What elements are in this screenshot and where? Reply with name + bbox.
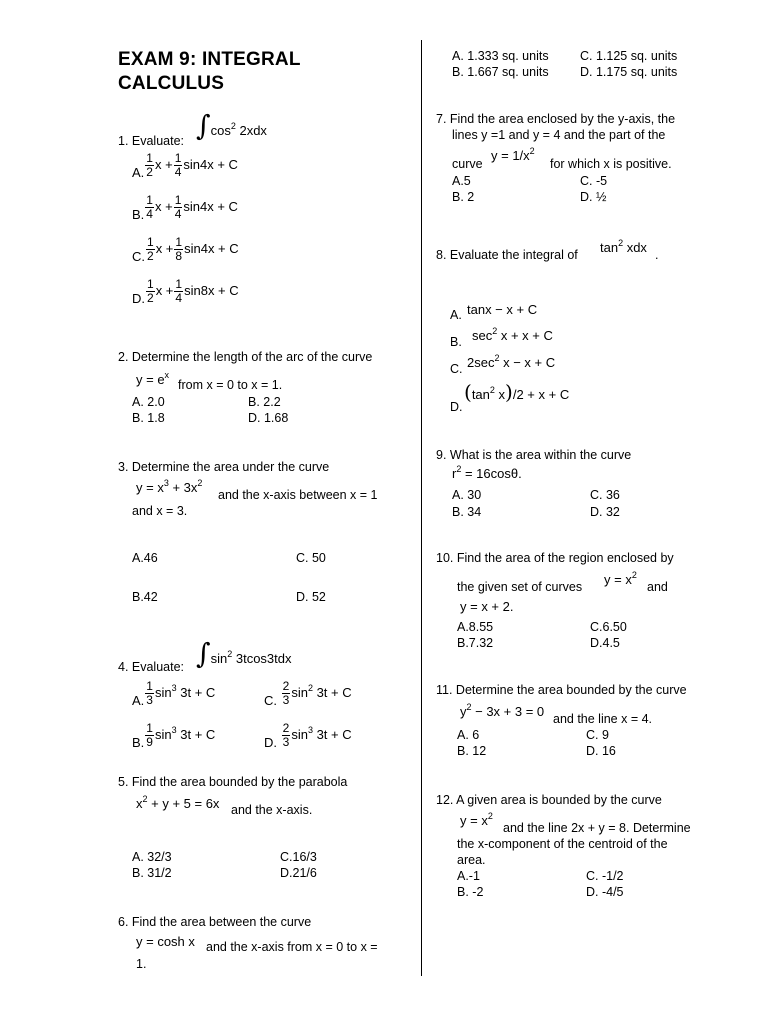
q2-text-2: from x = 0 to x = 1. [178,378,283,392]
q8-choice-b: $\sec^2 x + x + C$ [472,326,553,343]
q11-text: 11. Determine the area bounded by the curve [436,683,687,697]
q3-text: 3. Determine the area under the curve [118,460,330,474]
q2-choice-b: B. 2.2 [248,395,281,409]
q7-text-2: lines y =1 and y = 4 and the part of the [452,128,666,142]
q8-choice-c: $2\sec^2$ x − x + C [467,353,556,370]
q6-equation: y = cosh x [136,934,195,949]
q9-choice-d: D. 32 [590,505,620,519]
q7-choice-d: D. ½ [580,190,607,204]
q10-choice-d: D.4.5 [590,636,620,650]
q1-choice-c: C. $\frac{1}{2}$ x + $\frac{1}{8}$ sin4x + C [132,235,239,264]
q8-equation: $\tan^2$ xdx [600,238,647,255]
q11-equation: $y^2 - 3x + 3 = 0$ [460,702,545,719]
q3-text-3: and x = 3. [132,504,188,518]
q6-choice-c: C. 1.125 sq. units [580,49,678,63]
q4-choice-d: D. $\frac{2}{3}$ $\sin^3 3t + C$ [264,721,352,750]
q4-label: 4. Evaluate: [118,660,185,674]
q12-choice-a: A.-1 [457,869,480,883]
q9-choice-b: B. 34 [452,505,482,519]
q9-text: 9. What is the area within the curve [436,448,632,462]
q10-text-2: the given set of curves [457,580,583,594]
q10-and: and [647,580,668,594]
q10-line: y = x + 2. [460,599,514,614]
q11-choice-a: A. 6 [457,728,480,742]
q10-choice-b: B.7.32 [457,636,494,650]
q12-text-4: area. [457,853,486,867]
q3-choice-b: B.42 [132,590,158,604]
q8-choice-c-letter: C. [450,362,463,376]
q10-choice-a: A.8.55 [457,620,494,634]
q2-choice-c: B. 1.8 [132,411,165,425]
q6-text-2: and the x-axis from x = 0 to x = [206,940,378,954]
q11-text-2: and the line x = 4. [553,712,653,726]
q11-choice-c: C. 9 [586,728,609,742]
q5-choice-d: D.21/6 [280,866,317,880]
q12-text-2: and the line 2x + y = 8. Determine [503,821,691,835]
q6-text: 6. Find the area between the curve [118,915,312,929]
q7-text-3a: curve [452,157,483,171]
q3-text-2: and the x-axis between x = 1 [218,488,378,502]
q9-choice-c: C. 36 [590,488,620,502]
q12-choice-d: D. -4/5 [586,885,624,899]
q7-equation: $y = 1/x^2$ [491,146,535,163]
q4-choice-a: A. $\frac{1}{3}$ $\sin^3 3t + C$ [132,679,216,708]
q5-text: 5. Find the area bounded by the parabola [118,775,348,789]
q12-choice-c: C. -1/2 [586,869,624,883]
q7-choice-c: C. -5 [580,174,608,188]
q7-choice-b: B. 2 [452,190,475,204]
q4-integral: $\int\sin^2$ 3tcos3tdx [196,637,292,670]
q8-period: . [655,248,659,262]
q1-label: 1. Evaluate: [118,134,185,148]
q9-equation: $r^2 = 16\cos\theta$. [452,464,522,481]
q3-choice-a: A.46 [132,551,158,565]
q8-text: 8. Evaluate the integral of [436,248,578,262]
q3-choice-d: D. 52 [296,590,326,604]
q5-equation: $x^2 + y + 5 = 6x$ [136,794,220,811]
q2-text: 2. Determine the length of the arc of the curve [118,350,373,364]
q10-choice-c: C.6.50 [590,620,627,634]
q10-equation: $y = x^2$ [604,570,637,587]
q8-choice-b-letter: B. [450,335,462,349]
q12-choice-b: B. -2 [457,885,484,899]
q11-choice-d: D. 16 [586,744,616,758]
q1-choice-a: A. $\frac{1}{2}$ x + $\frac{1}{4}$ sin4x + C [132,151,238,180]
q1-integral: $\int\cos^2$ 2xdx [196,109,267,142]
q6-text-3: 1. [136,957,147,971]
integral-sign-icon: ∫ [196,109,211,142]
q2-equation: $y = e^x$ [136,370,170,387]
q8-choice-d-letter: D. [450,400,463,414]
q11-choice-b: B. 12 [457,744,487,758]
q6-choice-a: A. 1.333 sq. units [452,49,549,63]
column-divider [421,40,422,976]
q7-choice-a: A.5 [452,174,471,188]
q8-choice-a-letter: A. [450,308,462,322]
q12-text: 12. A given area is bounded by the curve [436,793,662,807]
q3-equation: $y = x^3 + 3x^2$ [136,478,203,495]
q3-choice-c: C. 50 [296,551,326,565]
q12-text-3: the x-component of the centroid of the [457,837,668,851]
exam-title-line2: CALCULUS [118,73,225,94]
q5-choice-c: C.16/3 [280,850,317,864]
q7-text: 7. Find the area enclosed by the y-axis, the [436,112,676,126]
q1-choice-b: B. $\frac{1}{4}$ x + $\frac{1}{4}$ sin4x + C [132,193,238,222]
q5-choice-a: A. 32/3 [132,850,172,864]
integral-sign-icon: ∫ [196,637,211,670]
q2-choice-d: D. 1.68 [248,411,289,425]
q9-choice-a: A. 30 [452,488,482,502]
q1-choice-d: D. $\frac{1}{2}$ x + $\frac{1}{4}$ sin8x + C [132,277,239,306]
q2-choice-a: A. 2.0 [132,395,165,409]
q7-text-3b: for which x is positive. [550,157,672,171]
exam-title-line1: EXAM 9: INTEGRAL [118,49,301,70]
q5-choice-b: B. 31/2 [132,866,172,880]
q8-choice-d: ($\tan^2$ x)/2 + x + C [464,380,570,404]
q6-choice-b: B. 1.667 sq. units [452,65,549,79]
q10-text: 10. Find the area of the region enclosed by [436,551,674,565]
q5-text-2: and the x-axis. [231,803,313,817]
q6-choice-d: D. 1.175 sq. units [580,65,678,79]
q4-choice-b: B. $\frac{1}{9}$ $\sin^3 3t + C$ [132,721,216,750]
q12-equation: $y = x^2$ [460,811,493,828]
q4-choice-c: C. $\frac{2}{3}$ $\sin^2 3t + C$ [264,679,352,708]
q8-choice-a: tanx − x + C [467,302,538,317]
